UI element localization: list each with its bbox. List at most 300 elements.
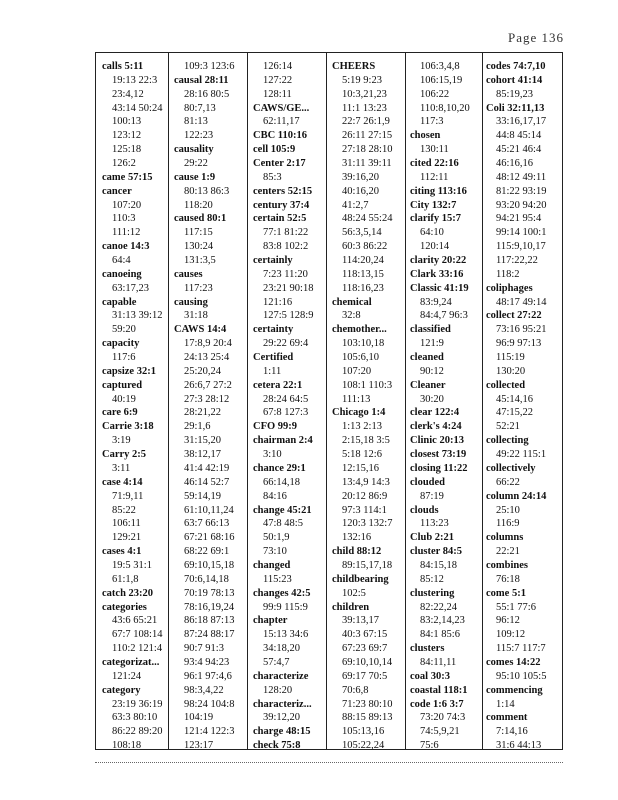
index-reference: 120:3 132:7 (342, 518, 393, 530)
index-reference: 25:20,24 (184, 365, 222, 377)
index-reference: 102:5 (342, 587, 366, 599)
index-reference: 86:22 89:20 (112, 726, 163, 738)
index-reference: 121:4 122:3 (184, 726, 235, 738)
index-reference: 70:19 78:13 (184, 587, 235, 599)
index-term: chance 29:1 (253, 462, 306, 474)
index-reference: 63:7 66:13 (184, 518, 230, 530)
index-reference: 97:3 114:1 (342, 504, 387, 516)
index-term: columns (486, 532, 524, 544)
index-reference: 84:1 85:6 (420, 629, 460, 641)
index-term: canoe 14:3 (102, 241, 150, 253)
index-reference: 55:1 77:6 (496, 601, 536, 613)
index-reference: 117:3 (420, 116, 444, 128)
index-reference: 117:6 (112, 352, 136, 364)
index-reference: 80:7,13 (184, 102, 216, 114)
index-term: clouded (410, 476, 446, 488)
column-divider (168, 53, 169, 749)
index-column-4 (332, 60, 405, 752)
index-term: care 6:9 (102, 407, 138, 419)
index-reference: 107:20 (112, 199, 142, 211)
index-reference: 90:12 (420, 365, 444, 377)
index-reference: 15:13 34:6 (263, 629, 309, 641)
index-term: collecting (486, 435, 529, 447)
index-reference: 96:12 (496, 615, 520, 627)
index-reference: 85:3 (263, 171, 282, 183)
index-term: cetera 22:1 (253, 379, 303, 391)
index-term: coastal 118:1 (410, 684, 468, 696)
index-reference: 47:8 48:5 (263, 518, 303, 530)
index-term: canoeing (102, 268, 142, 280)
index-term: clerk's 4:24 (410, 421, 462, 433)
index-term: came 57:15 (102, 171, 153, 183)
index-reference: 108:18 (112, 740, 142, 752)
index-term: CBC 110:16 (253, 130, 307, 142)
index-reference: 76:18 (496, 573, 520, 585)
index-reference: 46:14 52:7 (184, 476, 230, 488)
index-reference: 111:13 (342, 393, 371, 405)
index-term: Center 2:17 (253, 158, 306, 170)
index-column-2 (174, 60, 247, 752)
index-reference: 31:6 44:13 (496, 740, 542, 752)
index-term: Cleaner (410, 379, 446, 391)
index-column-1 (102, 60, 168, 752)
index-reference: 93:4 94:23 (184, 656, 230, 668)
index-reference: 81:22 93:19 (496, 185, 547, 197)
index-term: come 5:1 (486, 587, 526, 599)
index-reference: 48:17 49:14 (496, 296, 547, 308)
index-reference: 57:4,7 (263, 656, 290, 668)
index-term: classified (410, 324, 451, 336)
index-reference: 125:18 (112, 144, 142, 156)
index-term: CAWS 14:4 (174, 324, 227, 336)
index-term: capacity (102, 338, 140, 350)
index-term: chairman 2:4 (253, 435, 313, 447)
index-term: clusters (410, 643, 445, 655)
index-reference: 109:12 (496, 629, 526, 641)
index-reference: 25:10 (496, 504, 520, 516)
index-reference: 45:14,16 (496, 393, 534, 405)
footer-rule (95, 762, 563, 763)
index-term: cohort 41:14 (486, 74, 543, 86)
index-reference: 11:1 13:23 (342, 102, 387, 114)
index-term: causing (174, 296, 208, 308)
index-reference: 95:10 105:5 (496, 670, 547, 682)
index-reference: 23:21 90:18 (263, 282, 314, 294)
index-reference: 59:14,19 (184, 490, 222, 502)
index-term: capsize 32:1 (102, 365, 156, 377)
index-term: change 45:21 (253, 504, 312, 516)
index-term: calls 5:11 (102, 61, 144, 72)
index-reference: 74:5,9,21 (420, 726, 460, 738)
index-reference: 24:13 25:4 (184, 352, 230, 364)
index-reference: 28:16 80:5 (184, 88, 230, 100)
index-reference: 20:12 86:9 (342, 490, 388, 502)
index-reference: 121:16 (263, 296, 293, 308)
index-term: Club 2:21 (410, 532, 455, 544)
index-reference: 64:4 (112, 255, 131, 267)
index-reference: 116:9 (496, 518, 520, 530)
index-reference: 67:23 69:7 (342, 643, 388, 655)
index-reference: 69:10,15,18 (184, 559, 235, 571)
index-reference: 41:2,7 (342, 199, 369, 211)
index-reference: 22:7 26:1,9 (342, 116, 390, 128)
index-reference: 48:24 55:24 (342, 213, 393, 225)
index-reference: 106:22 (420, 88, 450, 100)
index-reference: 39:12,20 (263, 712, 301, 724)
index-term: column 24:14 (486, 490, 547, 502)
index-reference: 94:21 95:4 (496, 213, 542, 225)
index-reference: 43:6 65:21 (112, 615, 158, 627)
index-term: chosen (410, 130, 441, 142)
index-reference: 69:10,10,14 (342, 656, 393, 668)
index-reference: 12:15,16 (342, 462, 380, 474)
index-term: chemical (332, 296, 372, 308)
index-reference: 107:20 (342, 365, 372, 377)
index-term: closest 73:19 (410, 449, 467, 461)
index-reference: 45:21 46:4 (496, 144, 542, 156)
index-reference: 46:16,16 (496, 158, 534, 170)
index-reference: 31:13 39:12 (112, 310, 163, 322)
index-term: closing 11:22 (410, 462, 468, 474)
index-reference: 118:16,23 (342, 282, 384, 294)
index-term: changed (253, 559, 291, 571)
index-reference: 29:22 (184, 158, 208, 170)
index-reference: 66:14,18 (263, 476, 301, 488)
index-reference: 122:23 (184, 130, 214, 142)
index-reference: 67:21 68:16 (184, 532, 235, 544)
index-reference: 96:1 97:4,6 (184, 670, 232, 682)
index-reference: 85:12 (420, 573, 444, 585)
index-term: chapter (253, 615, 288, 627)
index-term: cell 105:9 (253, 144, 296, 156)
index-reference: 75:6 (420, 740, 439, 752)
index-reference: 66:22 (496, 476, 520, 488)
index-reference: 29:22 69:4 (263, 338, 309, 350)
index-reference: 10:3,21,23 (342, 88, 387, 100)
index-reference: 106:15,19 (420, 74, 463, 86)
index-reference: 88:15 89:13 (342, 712, 393, 724)
index-reference: 84:15,18 (420, 559, 458, 571)
index-term: case 4:14 (102, 476, 143, 488)
index-reference: 121:24 (112, 670, 142, 682)
index-reference: 26:11 27:15 (342, 130, 393, 142)
index-reference: 118:2 (496, 268, 520, 280)
index-term: Coli 32:11,13 (486, 102, 545, 114)
column-divider (482, 53, 483, 749)
index-reference: 98:3,4,22 (184, 684, 224, 696)
index-reference: 71:9,11 (112, 490, 144, 502)
index-term: clouds (410, 504, 439, 516)
index-reference: 47:15,22 (496, 407, 534, 419)
index-reference: 126:14 (263, 61, 293, 72)
index-reference: 52:21 (496, 421, 520, 433)
index-term: City 132:7 (410, 199, 457, 211)
index-reference: 84:16 (263, 490, 287, 502)
index-reference: 84:11,11 (420, 656, 457, 668)
index-reference: 33:16,17,17 (496, 116, 547, 128)
index-reference: 28:24 64:5 (263, 393, 309, 405)
index-reference: 117:15 (184, 227, 213, 239)
page-number: Page 136 (507, 30, 564, 45)
index-reference: 40:3 67:15 (342, 629, 388, 641)
index-reference: 110:8,10,20 (420, 102, 470, 114)
index-reference: 80:13 86:3 (184, 185, 230, 197)
index-reference: 73:10 (263, 546, 287, 558)
index-column-5 (410, 60, 482, 752)
index-reference: 103:10,18 (342, 338, 385, 350)
index-reference: 115:19 (496, 352, 525, 364)
index-reference: 19:13 22:3 (112, 74, 158, 86)
index-reference: 23:19 36:19 (112, 698, 163, 710)
index-reference: 118:20 (184, 199, 213, 211)
index-reference: 27:3 28:12 (184, 393, 230, 405)
index-reference: 3:10 (263, 449, 282, 461)
index-term: centers 52:15 (253, 185, 313, 197)
index-reference: 1:11 (263, 365, 282, 377)
index-term: Classic 41:19 (410, 282, 469, 294)
index-reference: 83:8 102:2 (263, 241, 309, 253)
index-term: codes 74:7,10 (486, 61, 546, 72)
index-reference: 43:14 50:24 (112, 102, 163, 114)
index-reference: 68:22 69:1 (184, 546, 230, 558)
index-term: captured (102, 379, 143, 391)
index-term: causality (174, 144, 214, 156)
index-reference: 70:6,14,18 (184, 573, 229, 585)
column-divider (405, 53, 406, 749)
index-reference: 3:19 (112, 435, 131, 447)
index-term: clear 122:4 (410, 407, 460, 419)
column-divider (247, 53, 248, 749)
index-term: Clinic 20:13 (410, 435, 464, 447)
index-reference: 77:1 81:22 (263, 227, 309, 239)
index-reference: 56:3,5,14 (342, 227, 382, 239)
index-reference: 39:16,20 (342, 171, 380, 183)
index-term: collected (486, 379, 526, 391)
index-reference: 105:6,10 (342, 352, 380, 364)
index-reference: 60:3 86:22 (342, 241, 388, 253)
index-term: combines (486, 559, 528, 571)
index-reference: 89:15,17,18 (342, 559, 393, 571)
index-term: Carrie 3:18 (102, 421, 154, 433)
index-reference: 5:18 12:6 (342, 449, 382, 461)
index-reference: 31:15,20 (184, 435, 222, 447)
index-reference: 126:2 (112, 158, 136, 170)
index-reference: 109:3 123:6 (184, 61, 235, 72)
index-reference: 83:9,24 (420, 296, 452, 308)
index-term: comes 14:22 (486, 656, 541, 668)
index-term: collect 27:22 (486, 310, 542, 322)
index-reference: 13:4,9 14:3 (342, 476, 390, 488)
index-reference: 38:12,17 (184, 449, 222, 461)
index-reference: 85:19,23 (496, 88, 534, 100)
index-term: catch 23:20 (102, 587, 154, 599)
index-reference: 73:16 95:21 (496, 324, 547, 336)
index-reference: 110:3 (112, 213, 136, 225)
index-term: cluster 84:5 (410, 546, 463, 558)
index-reference: 27:18 28:10 (342, 144, 393, 156)
index-term: categories (102, 601, 147, 613)
index-reference: 29:1,6 (184, 421, 211, 433)
index-reference: 23:4,12 (112, 88, 144, 100)
index-reference: 71:23 80:10 (342, 698, 393, 710)
index-reference: 34:18,20 (263, 643, 301, 655)
index-term: childbearing (332, 573, 389, 585)
index-reference: 61:1,8 (112, 573, 139, 585)
index-term: category (102, 684, 141, 696)
index-reference: 130:11 (420, 144, 449, 156)
index-reference: 117:23 (184, 282, 213, 294)
index-reference: 104:19 (184, 712, 214, 724)
index-reference: 50:1,9 (263, 532, 290, 544)
index-reference: 127:22 (263, 74, 293, 86)
index-reference: 127:5 128:9 (263, 310, 314, 322)
index-reference: 115:9,10,17 (496, 241, 546, 253)
index-term: coliphages (486, 282, 533, 294)
index-reference: 87:19 (420, 490, 444, 502)
index-reference: 41:4 42:19 (184, 462, 230, 474)
index-reference: 105:13,16 (342, 726, 385, 738)
index-term: causes (174, 268, 203, 280)
index-reference: 81:13 (184, 116, 208, 128)
index-term: check 75:8 (253, 740, 301, 752)
index-reference: 112:11 (420, 171, 449, 183)
column-divider (326, 53, 327, 749)
index-term: CHEERS (332, 61, 376, 72)
index-reference: 69:17 70:5 (342, 670, 388, 682)
index-reference: 130:20 (496, 365, 526, 377)
index-reference: 100:13 (112, 116, 142, 128)
index-reference: 115:23 (263, 573, 292, 585)
index-term: characterize (253, 670, 309, 682)
index-reference: 1:14 (496, 698, 515, 710)
index-term: Certified (253, 352, 294, 364)
index-reference: 62:11,17 (263, 116, 300, 128)
index-reference: 30:20 (420, 393, 444, 405)
index-reference: 83:2,14,23 (420, 615, 465, 627)
index-term: charge 48:15 (253, 726, 311, 738)
index-reference: 70:6,8 (342, 684, 369, 696)
index-reference: 44:8 45:14 (496, 130, 542, 142)
index-reference: 40:16,20 (342, 185, 380, 197)
index-term: changes 42:5 (253, 587, 311, 599)
index-term: capable (102, 296, 137, 308)
index-term: chemother... (332, 324, 387, 336)
index-reference: 99:14 100:1 (496, 227, 547, 239)
index-term: Clark 33:16 (410, 268, 464, 280)
index-reference: 48:12 49:11 (496, 171, 547, 183)
index-column-6 (486, 60, 562, 752)
index-reference: 121:9 (420, 338, 444, 350)
index-term: cases 4:1 (102, 546, 142, 558)
index-reference: 110:2 121:4 (112, 643, 163, 655)
index-term: CFO 99:9 (253, 421, 298, 433)
index-reference: 120:14 (420, 241, 450, 253)
index-term: comment (486, 712, 528, 724)
index-term: clarify 15:7 (410, 213, 462, 225)
index-reference: 31:18 (184, 310, 208, 322)
index-reference: 28:21,22 (184, 407, 222, 419)
index-reference: 31:11 39:11 (342, 158, 392, 170)
index-reference: 67:8 127:3 (263, 407, 309, 419)
index-reference: 132:16 (342, 532, 372, 544)
index-reference: 40:19 (112, 393, 136, 405)
index-term: code 1:6 3:7 (410, 698, 464, 710)
index-reference: 129:21 (112, 532, 142, 544)
index-term: cited 22:16 (410, 158, 459, 170)
index-term: certainty (253, 324, 294, 336)
index-term: children (332, 601, 370, 613)
index-reference: 82:22,24 (420, 601, 458, 613)
index-term: CAWS/GE... (253, 102, 310, 114)
index-term: citing 113:16 (410, 185, 467, 197)
index-reference: 49:22 115:1 (496, 449, 547, 461)
index-reference: 131:3,5 (184, 255, 216, 267)
index-reference: 123:12 (112, 130, 142, 142)
index-reference: 7:14,16 (496, 726, 528, 738)
index-reference: 130:24 (184, 241, 214, 253)
index-term: cleaned (410, 352, 444, 364)
index-reference: 87:24 88:17 (184, 629, 235, 641)
index-term: cause 1:9 (174, 171, 216, 183)
index-term: child 88:12 (332, 546, 382, 558)
index-column-3 (253, 60, 326, 752)
index-term: certainly (253, 255, 293, 267)
index-reference: 85:22 (112, 504, 136, 516)
index-term: Carry 2:5 (102, 449, 147, 461)
index-term: commencing (486, 684, 543, 696)
index-table (95, 52, 563, 750)
index-term: clarity 20:22 (410, 255, 467, 267)
index-reference: 106:11 (112, 518, 141, 530)
index-reference: 78:16,19,24 (184, 601, 235, 613)
index-reference: 99:9 115:9 (263, 601, 308, 613)
index-reference: 61:10,11,24 (184, 504, 234, 516)
index-reference: 67:7 108:14 (112, 629, 163, 641)
index-reference: 98:24 104:8 (184, 698, 235, 710)
index-reference: 105:22,24 (342, 740, 385, 752)
index-reference: 64:10 (420, 227, 444, 239)
index-reference: 86:18 87:13 (184, 615, 235, 627)
index-reference: 63:17,23 (112, 282, 150, 294)
index-reference: 128:11 (263, 88, 292, 100)
index-reference: 2:15,18 3:5 (342, 435, 390, 447)
index-reference: 39:13,17 (342, 615, 380, 627)
index-term: century 37:4 (253, 199, 310, 211)
index-reference: 19:5 31:1 (112, 559, 152, 571)
index-term: coal 30:3 (410, 670, 450, 682)
index-reference: 5:19 9:23 (342, 74, 382, 86)
index-reference: 7:23 11:20 (263, 268, 308, 280)
index-reference: 17:8,9 20:4 (184, 338, 232, 350)
index-term: caused 80:1 (174, 213, 227, 225)
index-reference: 1:13 2:13 (342, 421, 382, 433)
index-reference: 59:20 (112, 324, 136, 336)
index-reference: 118:13,15 (342, 268, 384, 280)
index-term: Chicago 1:4 (332, 407, 386, 419)
index-reference: 84:4,7 96:3 (420, 310, 468, 322)
index-term: categorizat... (102, 656, 160, 668)
index-term: characteriz... (253, 698, 312, 710)
index-reference: 3:11 (112, 462, 131, 474)
index-reference: 113:23 (420, 518, 449, 530)
index-reference: 93:20 94:20 (496, 199, 547, 211)
index-term: collectively (486, 462, 536, 474)
index-reference: 26:6,7 27:2 (184, 379, 232, 391)
index-reference: 106:3,4,8 (420, 61, 460, 72)
index-reference: 115:7 117:7 (496, 643, 546, 655)
index-reference: 108:1 110:3 (342, 379, 393, 391)
index-term: cancer (102, 185, 132, 197)
